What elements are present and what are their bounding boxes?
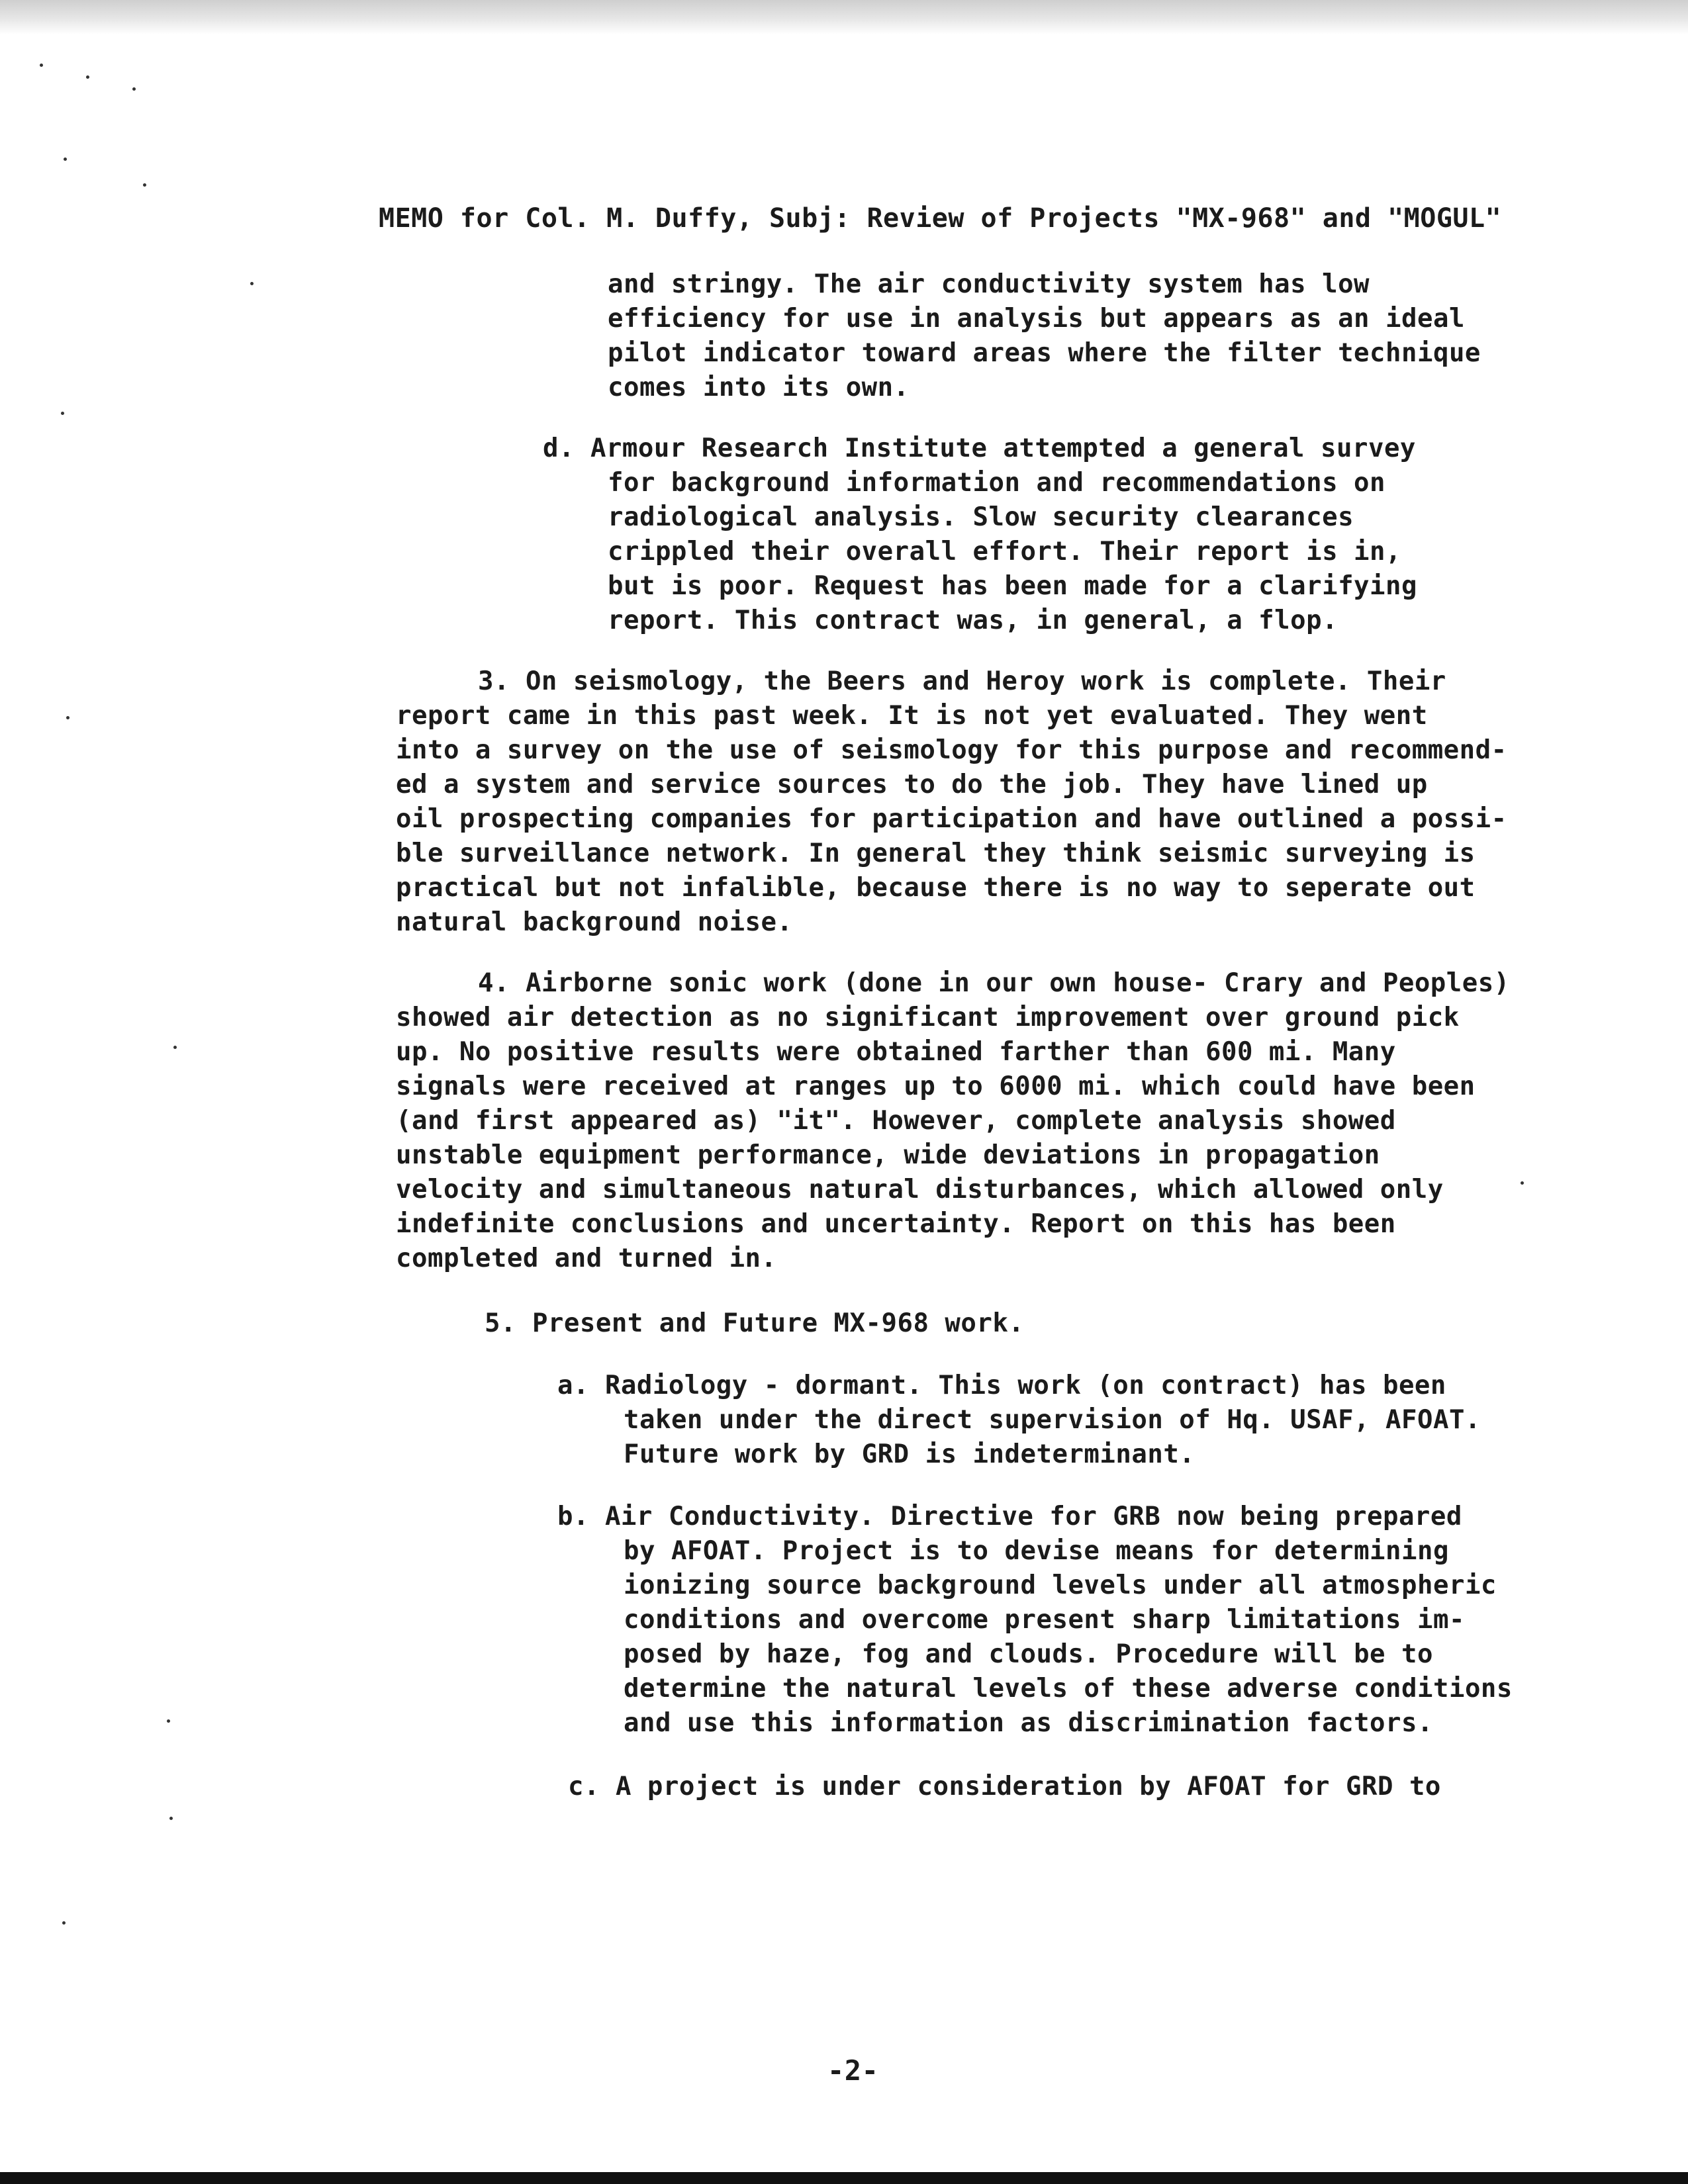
scan-speck [64, 158, 67, 161]
text-line: report. This contract was, in general, a flop. [608, 606, 1338, 635]
text-line: by AFOAT. Project is to devise means for determining [624, 1536, 1449, 1566]
text-line: report came in this past week. It is not yet evaluated. They went [396, 701, 1428, 731]
scan-speck [173, 1046, 177, 1049]
text-line: 3. On seismology, the Beers and Heroy work is complete. Their [478, 666, 1446, 696]
text-line: b. Air Conductivity. Directive for GRB now being prepared [557, 1502, 1462, 1531]
scan-bottom-edge [0, 2172, 1688, 2184]
scan-speck [86, 75, 89, 79]
text-line: natural background noise. [396, 907, 793, 937]
scan-speck [40, 64, 43, 67]
text-line: (and first appeared as) "it". However, complete analysis showed [396, 1106, 1396, 1136]
text-line: ble surveillance network. In general they think seismic surveying is [396, 839, 1476, 868]
text-line: signals were received at ranges up to 6000 mi. which could have been [396, 1071, 1476, 1101]
scan-speck [250, 282, 254, 285]
text-line: efficiency for use in analysis but appears as an ideal [608, 304, 1465, 334]
scan-speck [167, 1719, 170, 1723]
text-line: 4. Airborne sonic work (done in our own house- Crary and Peoples) [478, 968, 1510, 998]
scan-speck [143, 183, 146, 187]
text-line: unstable equipment performance, wide deviations in propagation [396, 1140, 1380, 1170]
text-line: velocity and simultaneous natural disturbances, which allowed only [396, 1175, 1444, 1205]
text-line: practical but not infalible, because there is no way to seperate out [396, 873, 1476, 903]
text-line: taken under the direct supervision of Hq. USAF, AFOAT. [624, 1405, 1481, 1435]
text-line: for background information and recommendations on [608, 468, 1386, 498]
text-line: showed air detection as no significant improvement over ground pick [396, 1003, 1460, 1032]
text-line: pilot indicator toward areas where the filter technique [608, 338, 1481, 368]
scan-top-edge [0, 0, 1688, 34]
text-line: into a survey on the use of seismology for this purpose and recommend- [396, 735, 1507, 765]
memo-header: MEMO for Col. M. Duffy, Subj: Review of Projects "MX-968" and "MOGUL" [379, 203, 1502, 234]
text-line: crippled their overall effort. Their report is in, [608, 537, 1401, 567]
scan-speck [62, 1921, 66, 1925]
scan-speck [61, 412, 64, 415]
scan-speck [66, 716, 70, 719]
text-line: ionizing source background levels under all atmospheric [624, 1570, 1497, 1600]
text-line: completed and turned in. [396, 1244, 777, 1273]
text-line: ed a system and service sources to do the job. They have lined up [396, 770, 1428, 799]
text-line: c. A project is under consideration by AFOAT for GRD to [568, 1772, 1441, 1801]
text-line: posed by haze, fog and clouds. Procedure will be to [624, 1639, 1433, 1669]
page-number: -2- [827, 2054, 879, 2087]
text-line: comes into its own. [608, 373, 910, 402]
text-line: oil prospecting companies for participation and have outlined a possi- [396, 804, 1507, 834]
scan-speck [132, 87, 136, 91]
text-line: 5. Present and Future MX-968 work. [485, 1308, 1025, 1338]
text-line: conditions and overcome present sharp limitations im- [624, 1605, 1465, 1635]
text-line: radiological analysis. Slow security clearances [608, 502, 1354, 532]
text-line: d. Armour Research Institute attempted a general survey [543, 433, 1416, 463]
text-line: and use this information as discrimination factors. [624, 1708, 1433, 1738]
text-line: a. Radiology - dormant. This work (on contract) has been [557, 1371, 1446, 1400]
text-line: but is poor. Request has been made for a clarifying [608, 571, 1417, 601]
scan-speck [169, 1817, 173, 1820]
text-line: Future work by GRD is indeterminant. [624, 1439, 1196, 1469]
text-line: indefinite conclusions and uncertainty. Report on this has been [396, 1209, 1396, 1239]
scan-speck [1521, 1181, 1524, 1185]
text-line: up. No positive results were obtained farther than 600 mi. Many [396, 1037, 1396, 1067]
text-line: determine the natural levels of these adverse conditions [624, 1674, 1513, 1704]
text-line: and stringy. The air conductivity system has low [608, 269, 1370, 299]
